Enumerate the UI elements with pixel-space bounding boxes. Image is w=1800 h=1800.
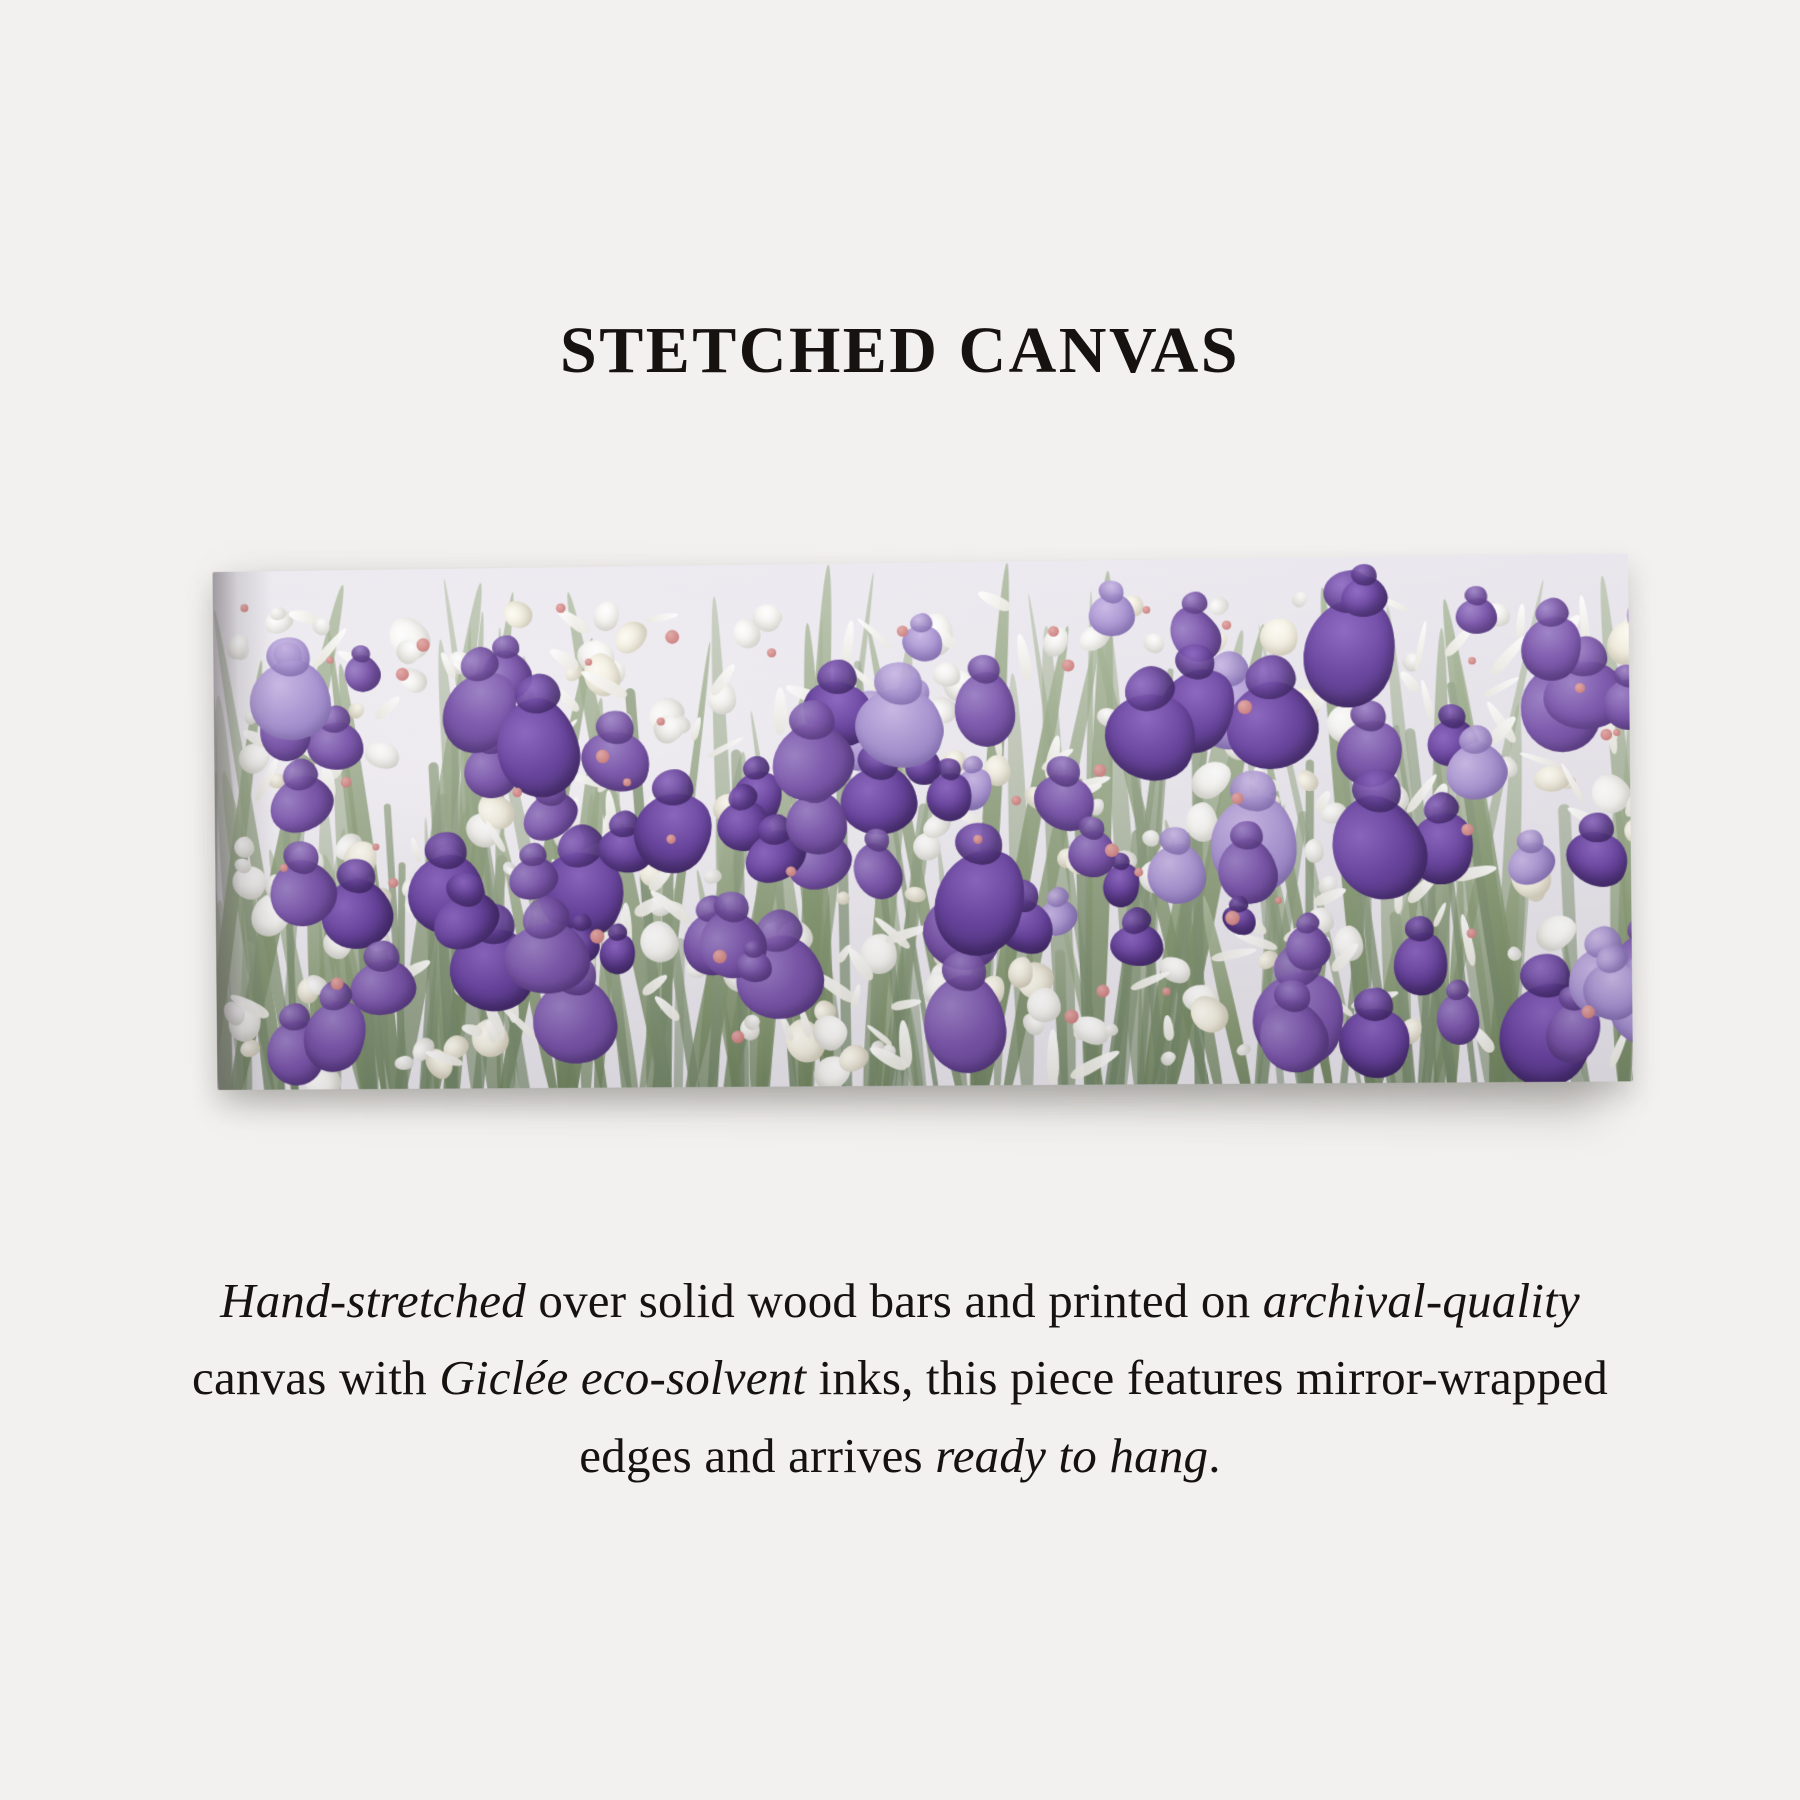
canvas-product-image [215, 572, 1605, 1102]
artwork-berry [1093, 763, 1106, 776]
description-segment: Giclée eco-solvent [439, 1350, 807, 1406]
artwork-iris-petal [1181, 590, 1208, 614]
artwork-white-bloom [1304, 838, 1325, 863]
artwork-berry [556, 603, 566, 613]
description-segment: canvas with [192, 1350, 440, 1406]
description-segment: ready to hang [935, 1427, 1209, 1483]
artwork-berry [1062, 660, 1075, 673]
description-segment: Hand-stretched [220, 1273, 526, 1328]
artwork-berry [326, 656, 333, 663]
artwork-petal [1515, 604, 1526, 639]
artwork-berry [973, 835, 982, 844]
canvas-front-face [213, 554, 1634, 1090]
artwork-iris-petal [363, 940, 400, 972]
artwork-iris-petal [789, 699, 836, 740]
artwork-berry [1143, 606, 1151, 614]
artwork-berry [1226, 910, 1241, 925]
product-description [170, 1262, 1630, 1494]
artwork-berry [1105, 843, 1119, 857]
description-segment: archival-quality [1262, 1273, 1580, 1328]
artwork-petal [1418, 679, 1435, 721]
artwork-petal [774, 687, 787, 734]
artwork-petal [409, 836, 424, 863]
artwork-petal [1014, 632, 1035, 682]
artwork-white-bloom [361, 738, 402, 773]
artwork-berry [1096, 985, 1109, 998]
artwork-berry [767, 649, 776, 658]
artwork-white-bloom [1289, 589, 1311, 610]
description-segment: . [1208, 1427, 1221, 1483]
artwork-berry [1468, 657, 1476, 665]
artwork-white-bloom [1140, 630, 1168, 657]
description-segment: inks, this piece features mirror-wrapped edges and arrives [579, 1350, 1608, 1483]
artwork-berry [280, 864, 288, 872]
artwork-berry [372, 843, 379, 850]
artwork-berry [240, 604, 248, 612]
artwork-berry [1231, 792, 1243, 804]
artwork-petal [645, 611, 679, 624]
description-segment: over solid wood bars and printed on [525, 1273, 1263, 1328]
artwork-berry [330, 977, 343, 990]
artwork-berry [1134, 867, 1143, 876]
artwork-berry [1600, 729, 1612, 741]
artwork-berry [665, 630, 679, 644]
artwork-berry [896, 625, 907, 636]
artwork-berry [1011, 795, 1021, 805]
floral-artwork [213, 554, 1634, 1090]
artwork-petal [850, 983, 863, 1008]
artwork-berry [512, 788, 522, 798]
artwork-iris-petal [570, 913, 591, 932]
artwork-white-bloom [836, 891, 850, 905]
artwork-berry [713, 949, 727, 963]
page-title: STETCHED CANVAS [560, 314, 1240, 387]
artwork-petal [372, 693, 402, 722]
artwork-berry [388, 878, 398, 888]
artwork-berry [1237, 700, 1252, 714]
artwork-white-bloom [1206, 593, 1232, 619]
artwork-berry [1222, 621, 1231, 630]
artwork-iris-petal [817, 660, 857, 695]
artwork-berry [1461, 823, 1474, 835]
artwork-petal [1518, 750, 1560, 770]
artwork-berry [585, 658, 592, 665]
